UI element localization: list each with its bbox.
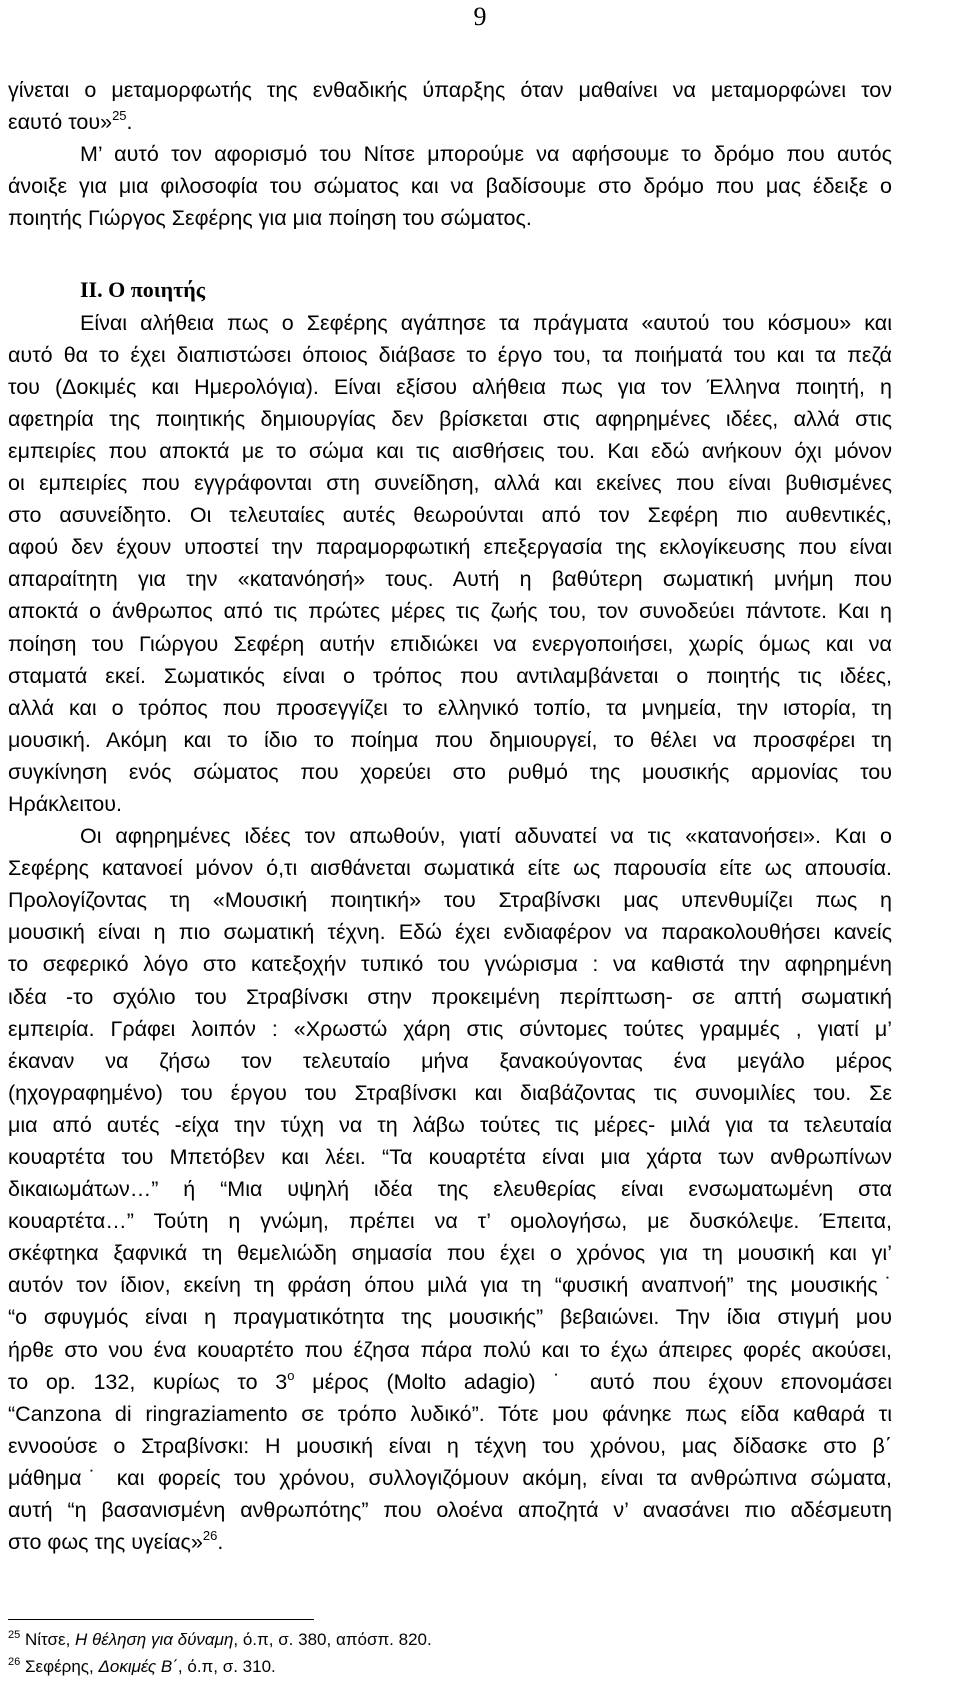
text-line: μια από αυτές -είχα την τύχη να τη λάβω τούτες τις μέρες- μιλά για τα τελευταία bbox=[8, 1112, 892, 1137]
text-line: έκαναν να ζήσω τον τελευταίο μήνα ξανακούγοντας ένα μεγάλο μέρος bbox=[8, 1048, 892, 1073]
footnote-title: Η θέληση για δύναμη bbox=[75, 1630, 234, 1649]
text-line: αυτόν τον ίδιον, εκείνη τη φράση όπου μιλά για τη “φυσική αναπνοή” της μουσικής˙ bbox=[8, 1273, 892, 1298]
text-line: μάθημα˙ και φορείς του χρόνου, συλλογιζόμουν ακόμη, είναι τα ανθρώπινα σώματα, bbox=[8, 1465, 892, 1490]
text-line: Ηράκλειτου. bbox=[8, 791, 122, 816]
text-line: αυτή “η βασανισμένη ανθρωπότης” που ολοένα αποζητά ν’ ανασάνει πιο αδέσμευτη bbox=[8, 1498, 892, 1523]
text-line: “ο σφυγμός είναι η πραγματικότητα της μουσικής” βεβαιώνει. Την ίδια στιγμή μου bbox=[8, 1305, 892, 1330]
text-line: Προλογίζοντας τη «Μουσική ποιητική» του Στραβίνσκι μας υπενθυμίζει πως η bbox=[8, 888, 892, 913]
text-line: κουαρτέτα…” Τούτη η γνώμη, πρέπει να τ’ ομολογήσω, με δυσκόλεψε. Έπειτα, bbox=[8, 1209, 892, 1234]
text-line: αφού δεν έχουν υποστεί την παραμορφωτική επεξεργασία της εκλογίκευσης που είναι bbox=[8, 535, 892, 560]
text-line: αλλά και ο τρόπος που προσεγγίζει το ελληνικό τοπίο, τα μνημεία, την ιστορία, τη bbox=[8, 695, 892, 720]
text-line: Είναι αλήθεια πως ο Σεφέρης αγάπησε τα πράγματα «αυτού του κόσμου» και bbox=[80, 310, 892, 335]
text-line bbox=[8, 1366, 892, 1398]
text-fragment: μέρος (Molto adagio) ˙ αυτό που έχουν επονομάσει bbox=[294, 1369, 892, 1394]
ordinal-superscript: ο bbox=[287, 1367, 295, 1383]
text-line: απαραίτητη για την «κατανόησή» τους. Αυτή η βαθύτερη σωματική μνήμη που bbox=[8, 567, 892, 592]
text-line: δικαιωμάτων…” ή “Μια υψηλή ιδέα της ελευθερίας είναι ενσωματωμένη στα bbox=[8, 1177, 892, 1202]
text-line: μουσική είναι η πιο σωματική τέχνη. Εδώ έχει ενδιαφέρον να παρακολουθήσει κανείς bbox=[8, 920, 892, 945]
text-line: το σεφερικό λόγο στο κατεξοχήν τυπικό του γνώρισμα : να καθιστά την αφηρημένη bbox=[8, 952, 892, 977]
text-line: στο ασυνείδητο. Οι τελευταίες αυτές θεωρούνται από τον Σεφέρη πιο αυθεντικές, bbox=[8, 503, 892, 528]
footnote-ref-26: 26 bbox=[202, 1528, 218, 1544]
section-gap bbox=[8, 234, 892, 274]
text-line: ποιητής Γιώργος Σεφέρης για μια ποίηση του σώματος. bbox=[8, 206, 532, 231]
document-body bbox=[8, 74, 892, 1558]
text-line: Μ’ αυτό τον αφορισμό του Νίτσε μπορούμε να αφήσουμε το δρόμο που αυτός bbox=[80, 142, 892, 167]
text-line: κουαρτέτα του Μπετόβεν και λέει. “Τα κουαρτέτα είναι μια χάρτα των ανθρωπίνων bbox=[8, 1145, 892, 1169]
text-line: σταματά εκεί. Σωματικός είναι ο τρόπος που αντιλαμβάνεται ο ποιητής τις ιδέες, bbox=[8, 663, 892, 688]
text-line: άνοιξε για μια φιλοσοφία του σώματος και να βαδίσουμε στο δρόμο που μας έδειξε ο bbox=[8, 174, 892, 199]
footnote-mark: 25 bbox=[8, 1629, 21, 1641]
footnotes bbox=[8, 1626, 892, 1680]
text-line: αυτό θα το έχει διαπιστώσει όποιος διάβασε το έργο του, τα ποιήματά του και τα πεζά bbox=[8, 342, 892, 367]
footnote-ref: , ό.π, σ. 310. bbox=[177, 1657, 276, 1676]
text-fragment: το op. 132, κυρίως το 3 bbox=[8, 1369, 288, 1394]
text-line: οι εμπειρίες που εγγράφονται στη συνείδηση, αλλά και εκείνες που είναι βυθισμένες bbox=[8, 471, 892, 496]
text-line: Σεφέρης κατανοεί μόνον ό,τι αισθάνεται σωματικά είτε ως παρουσία είτε ως απουσία. bbox=[8, 856, 892, 881]
footnote-ref-25: 25 bbox=[112, 108, 127, 124]
footnote-author: Σεφέρης, bbox=[24, 1657, 99, 1676]
text-line: μουσική. Ακόμη και το ίδιο το ποίημα που δημιουργεί, το θέλει να προσφέρει τη bbox=[8, 727, 892, 752]
text-fragment: εαυτό του» bbox=[8, 110, 113, 135]
section-heading: II. Ο ποιητής bbox=[80, 277, 206, 303]
text-line: “Canzona di ringraziamento σε τρόπο λυδικό”. Τότε μου φάνηκε πως είδα καθαρά τι bbox=[8, 1401, 892, 1426]
text-line: γίνεται ο μεταμορφωτής της ενθαδικής ύπαρξης όταν μαθαίνει να μεταμορφώνει τον bbox=[8, 78, 892, 102]
text-line: (ηχογραφημένο) του έργου του Στραβίνσκι και διαβάζοντας τις συνομιλίες του. Σε bbox=[8, 1080, 892, 1105]
text-line: αποκτά ο άνθρωπος από τις πρώτες μέρες τις ζωής του, τον συνοδεύει πάντοτε. Και η bbox=[8, 599, 892, 624]
text-line: εμπειρία. Γράφει λοιπόν : «Χρωστώ χάρη στις σύντομες τούτες γραμμές , γιατί μ’ bbox=[8, 1016, 892, 1041]
text-line: του (Δοκιμές και Ημερολόγια). Είναι εξίσου αλήθεια πως για τον Έλληνα ποιητή, η bbox=[8, 374, 892, 399]
footnote-26 bbox=[8, 1653, 892, 1680]
text-line: εμπειρίες που αποκτά με το σώμα και τις αισθήσεις του. Και εδώ ανήκουν όχι μόνον bbox=[8, 438, 892, 463]
footnote-25 bbox=[8, 1626, 892, 1653]
text-line: εννοούσε ο Στραβίνσκι: Η μουσική είναι η τέχνη του χρόνου, μας δίδασκε στο β΄ bbox=[8, 1433, 892, 1458]
text-line: Οι αφηρημένες ιδέες τον απωθούν, γιατί αδυνατεί να τις «κατανοήσει». Και ο bbox=[80, 824, 892, 849]
text-line: εαυτό του»$^{25}$. bbox=[8, 108, 133, 135]
text-fragment: στο φως της υγείας» bbox=[8, 1530, 203, 1555]
text-line: ιδέα -το σχόλιο του Στραβίνσκι στην προκειμένη περίπτωση- σε απτή σωματική bbox=[8, 984, 892, 1009]
footnote-mark: 26 bbox=[8, 1656, 21, 1668]
page-number: 9 bbox=[473, 2, 487, 31]
footnote-ref: , ό.π, σ. 380, απόσπ. 820. bbox=[233, 1630, 432, 1649]
text-line: ήρθε στο νου ένα κουαρτέτο που έζησα πάρα πολύ και το έχω άπειρες φορές ακούσει, bbox=[8, 1337, 892, 1362]
text-line: συγκίνηση ενός σώματος που χορεύει στο ρυθμό της μουσικής αρμονίας του bbox=[8, 759, 892, 784]
text-line: ποίηση του Γιώργου Σεφέρη αυτήν επιδιώκει να ενεργοποιήσει, χωρίς όμως και να bbox=[8, 631, 892, 656]
text-line bbox=[8, 1526, 892, 1558]
text-line: αφετηρία της ποιητικής δημιουργίας δεν βρίσκεται στις αφηρημένες ιδέες, αλλά στις bbox=[8, 406, 892, 431]
footnote-author: Νίτσε, bbox=[24, 1630, 76, 1649]
text-line: σκέφτηκα ξαφνικά τη θεμελιώδη σημασία που έχει ο χρόνος για τη μουσική και γι’ bbox=[8, 1241, 892, 1266]
text-fragment: . bbox=[217, 1530, 224, 1555]
footnote-separator bbox=[8, 1619, 314, 1620]
footnote-title: Δοκιμές Β΄ bbox=[98, 1657, 178, 1676]
